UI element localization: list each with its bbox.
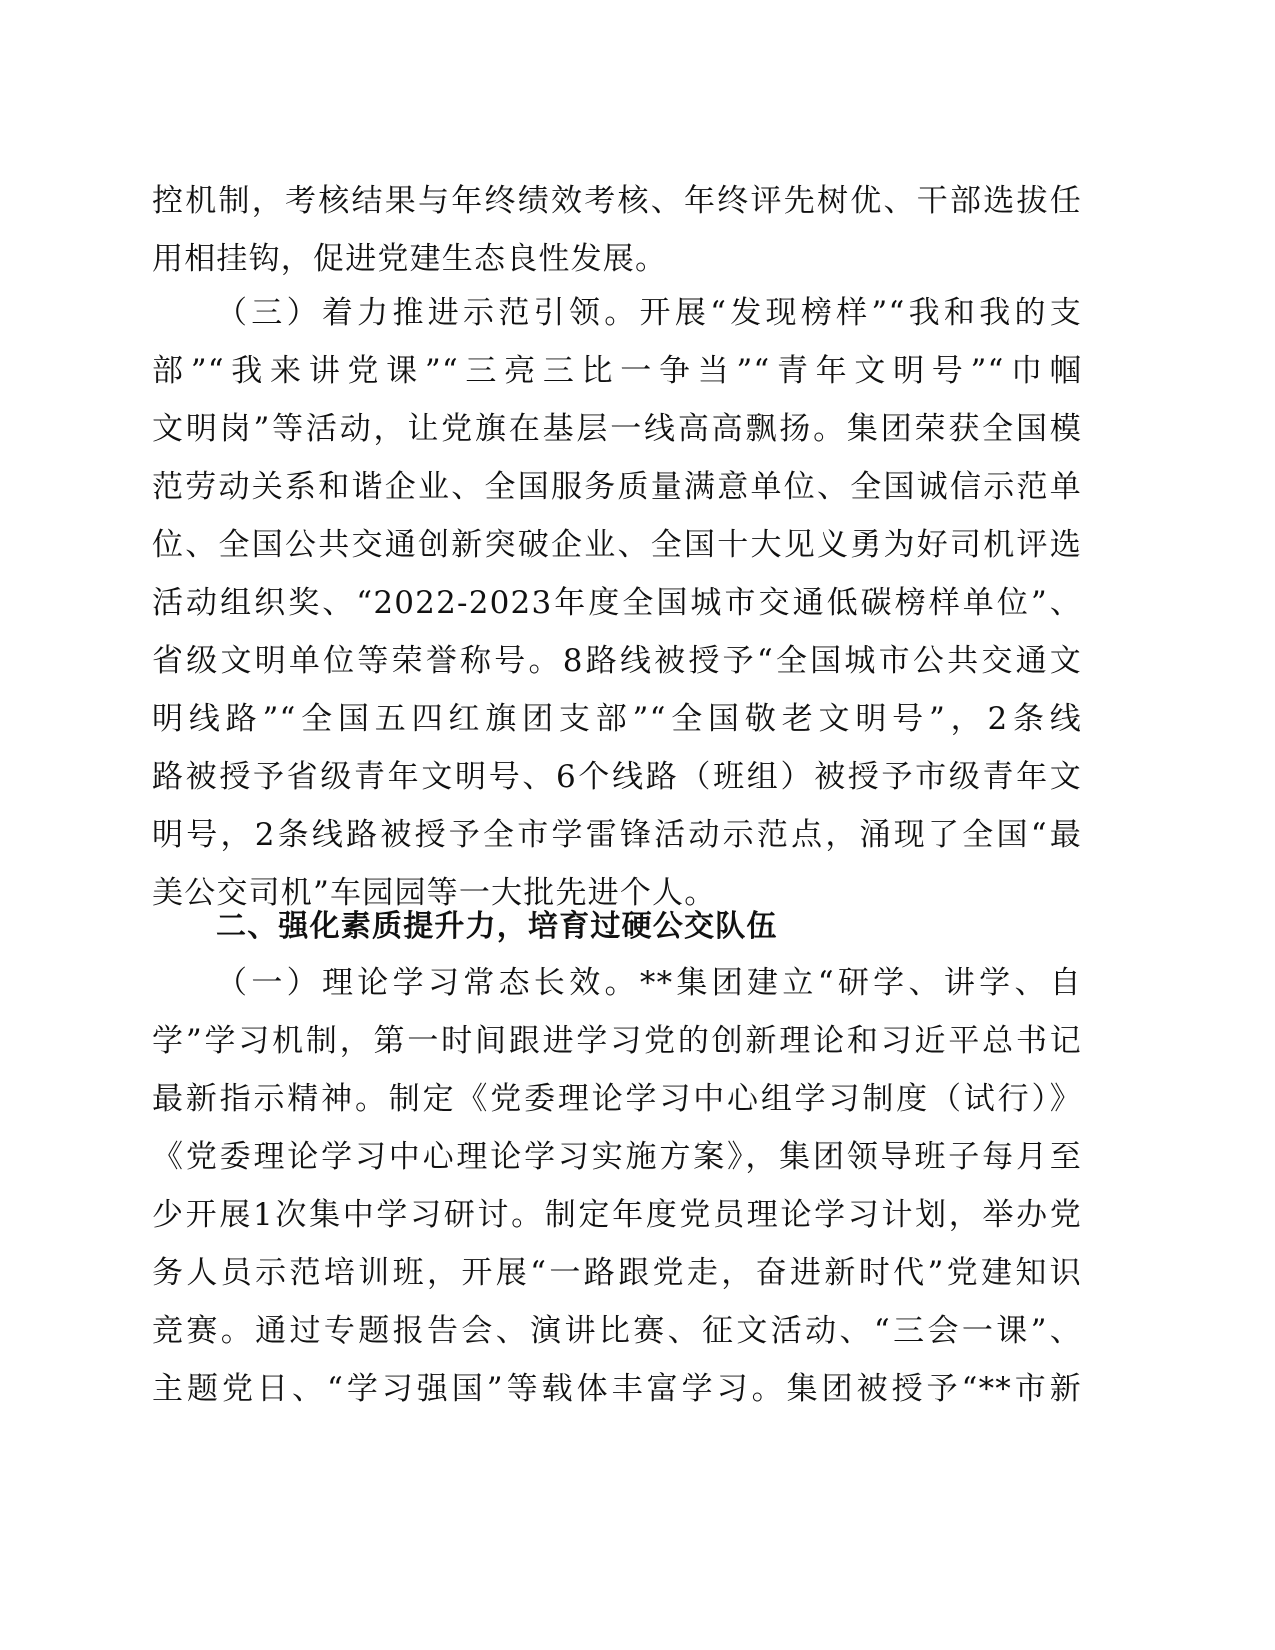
paragraph-continuation xyxy=(152,172,1082,288)
text-line: 明号，2条线路被授予全市学雷锋活动示范点，涌现了全国“最 xyxy=(152,817,1082,853)
text-line: 明线路”“全国五四红旗团支部”“全国敬老文明号”，2条线 xyxy=(152,701,1082,737)
paragraph-demonstration xyxy=(152,284,1082,922)
text-line: 位、全国公共交通创新突破企业、全国十大见义勇为好司机评选 xyxy=(152,527,1082,563)
text-line: 少开展1次集中学习研讨。制定年度党员理论学习计划，举办党 xyxy=(152,1197,1082,1233)
heading-text: 二、强化素质提升力，培育过硬公交队伍 xyxy=(216,909,778,944)
text-line: 控机制，考核结果与年终绩效考核、年终评先树优、干部选拔任 xyxy=(152,183,1082,219)
text-line: 范劳动关系和谐企业、全国服务质量满意单位、全国诚信示范单 xyxy=(152,469,1082,505)
text-line: 最新指示精神。制定《党委理论学习中心组学习制度（试行）》 xyxy=(152,1081,1082,1117)
text-line: 文明岗”等活动，让党旗在基层一线高高飘扬。集团荣获全国模 xyxy=(152,411,1082,447)
text-line: 《党委理论学习中心理论学习实施方案》，集团领导班子每月至 xyxy=(152,1139,1082,1175)
text-line-indented: （一）理论学习常态长效。**集团建立“研学、讲学、自 xyxy=(216,965,1082,1001)
section-heading xyxy=(152,898,1082,956)
text-line: 务人员示范培训班，开展“一路跟党走，奋进新时代”党建知识 xyxy=(152,1255,1082,1291)
text-line: 竞赛。通过专题报告会、演讲比赛、征文活动、“三会一课”、 xyxy=(152,1313,1082,1349)
text-line: 用相挂钩，促进党建生态良性发展。 xyxy=(152,241,668,277)
paragraph-theory-study xyxy=(152,954,1082,1418)
text-line: 部”“我来讲党课”“三亮三比一争当”“青年文明号”“巾帼 xyxy=(152,353,1082,389)
text-line: 活动组织奖、“2022-2023年度全国城市交通低碳榜样单位”、 xyxy=(152,585,1082,621)
text-line: 路被授予省级青年文明号、6个线路（班组）被授予市级青年文 xyxy=(152,759,1082,795)
text-line: 主题党日、“学习强国”等载体丰富学习。集团被授予“**市新 xyxy=(152,1371,1082,1407)
text-line: 学”学习机制，第一时间跟进学习党的创新理论和习近平总书记 xyxy=(152,1023,1082,1059)
text-line: 美公交司机”车园园等一大批先进个人。 xyxy=(152,875,717,911)
text-line: 省级文明单位等荣誉称号。8路线被授予“全国城市公共交通文 xyxy=(152,643,1082,679)
text-line-indented: （三）着力推进示范引领。开展“发现榜样”“我和我的支 xyxy=(216,295,1082,331)
